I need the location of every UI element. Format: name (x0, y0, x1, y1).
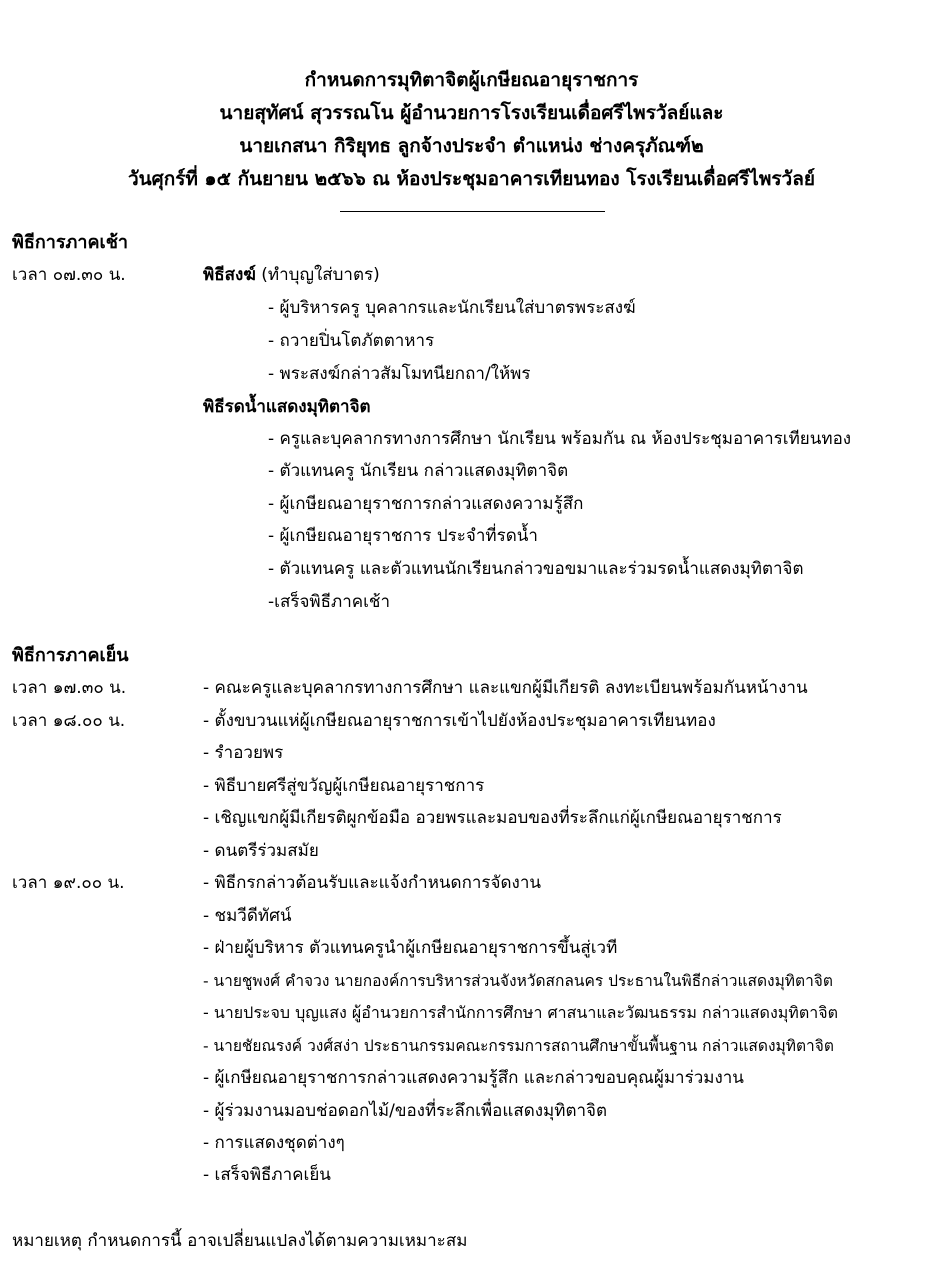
list-item: - ตัวแทนครู และตัวแทนนักเรียนกล่าวขอขมาและร่วมรดน้ำแสดงมุทิตาจิต (268, 559, 804, 579)
list-item: - ตั้งขบวนแห่ผู้เกษียณอายุราชการเข้าไปยังห้องประชุมอาคารเทียนทอง (203, 711, 716, 731)
evening-time-1800: เวลา ๑๘.๐๐ น. (12, 711, 126, 731)
list-item: - นายชัยณรงค์ วงศ์สง่า ประธานกรรมคณะกรรมการสถานศึกษาขั้นพื้นฐาน กล่าวแสดงมุทิตาจิต (203, 1037, 834, 1055)
list-item: - พระสงฆ์กล่าวสัมโมทนียกถา/ให้พร (268, 364, 531, 384)
footnote: หมายเหตุ กำหนดการนี้ อาจเปลี่ยนแปลงได้ตามความเหมาะสม (12, 1231, 468, 1251)
list-item: - ฝ่ายผู้บริหาร ตัวแทนครูนำผู้เกษียณอายุราชการขึ้นสู่เวที (203, 938, 618, 958)
list-item: - คณะครูและบุคลากรทางการศึกษา และแขกผู้มีเกียรติ ลงทะเบียนพร้อมกันหน้างาน (203, 678, 808, 698)
sangha-title: พิธีสงฆ์ (203, 265, 256, 285)
list-item: - ผู้เกษียณอายุราชการกล่าวแสดงความรู้สึก และกล่าวขอบคุณผู้มาร่วมงาน (203, 1068, 744, 1088)
list-item: - นายชูพงศ์ คำจวง นายกองค์การบริหารส่วนจังหวัดสกลนคร ประธานในพิธีกล่าวแสดงมุทิตาจิต (203, 972, 833, 990)
list-item: - ผู้ร่วมงานมอบช่อดอกไม้/ของที่ระลึกเพื่อแสดงมุทิตาจิต (203, 1101, 608, 1121)
list-item: - นายประจบ บุญแสง ผู้อำนวยการสำนักการศึกษา ศาสนาและวัฒนธรรม กล่าวแสดงมุทิตาจิต (203, 1003, 838, 1022)
title-divider (340, 211, 605, 212)
evening-heading: พิธีการภาคเย็น (12, 645, 129, 666)
list-item: - ดนตรีร่วมสมัย (203, 841, 319, 861)
list-item: - รำอวยพร (203, 743, 284, 763)
title-line-4: วันศุกร์ที่ ๑๕ กันยายน ๒๕๖๖ ณ ห้องประชุมอาคารเทียนทอง โรงเรียนเดื่อศรีไพรวัลย์ (127, 168, 815, 190)
water-ceremony-title: พิธีรดน้ำแสดงมุทิตาจิต (203, 397, 371, 417)
evening-time-1730: เวลา ๑๗.๓๐ น. (12, 678, 127, 698)
list-item: - พิธีกรกล่าวต้อนรับและแจ้งกำหนดการจัดงาน (203, 873, 542, 893)
list-item: - ผู้เกษียณอายุราชการกล่าวแสดงความรู้สึก (268, 494, 584, 514)
sangha-ceremony (203, 264, 380, 286)
list-item: - ชมวีดีทัศน์ (203, 906, 292, 926)
list-item: - การแสดงชุดต่างๆ (203, 1133, 345, 1153)
list-item: - ผู้เกษียณอายุราชการ ประจำที่รดน้ำ (268, 526, 538, 546)
list-item: - เชิญแขกผู้มีเกียรติผูกข้อมือ อวยพรและมอบของที่ระลึกแก่ผู้เกษียณอายุราชการ (203, 808, 782, 828)
evening-time-1900: เวลา ๑๙.๐๐ น. (12, 873, 125, 893)
list-item: - ผู้บริหารครู บุคลากรและนักเรียนใส่บาตรพระสงฆ์ (268, 298, 636, 318)
morning-time: เวลา ๐๗.๓๐ น. (12, 265, 126, 285)
sangha-note: (ทำบุญใส่บาตร) (255, 265, 380, 285)
list-item: - ตัวแทนครู นักเรียน กล่าวแสดงมุทิตาจิต (268, 461, 569, 481)
morning-heading: พิธีการภาคเช้า (12, 232, 129, 253)
morning-end: -เสร็จพิธีภาคเช้า (268, 592, 391, 612)
title-line-1: กำหนดการมุทิตาจิตผู้เกษียณอายุราชการ (304, 69, 639, 91)
list-item: - ครูและบุคลากรทางการศึกษา นักเรียน พร้อมกัน ณ ห้องประชุมอาคารเทียนทอง (268, 429, 852, 449)
list-item: - ถวายปิ่นโตภัตตาหาร (268, 331, 435, 351)
title-line-2: นายสุทัศน์ สุวรรณโน ผู้อำนวยการโรงเรียนเดื่อศรีไพรวัลย์และ (219, 102, 724, 124)
list-item: - เสร็จพิธีภาคเย็น (203, 1165, 331, 1185)
list-item: - พิธีบายศรีสู่ขวัญผู้เกษียณอายุราชการ (203, 776, 485, 796)
title-line-3: นายเกสนา กิริยุทธ ลูกจ้างประจำ ตำแหน่ง ช่างครุภัณฑ์๒ (239, 135, 704, 157)
